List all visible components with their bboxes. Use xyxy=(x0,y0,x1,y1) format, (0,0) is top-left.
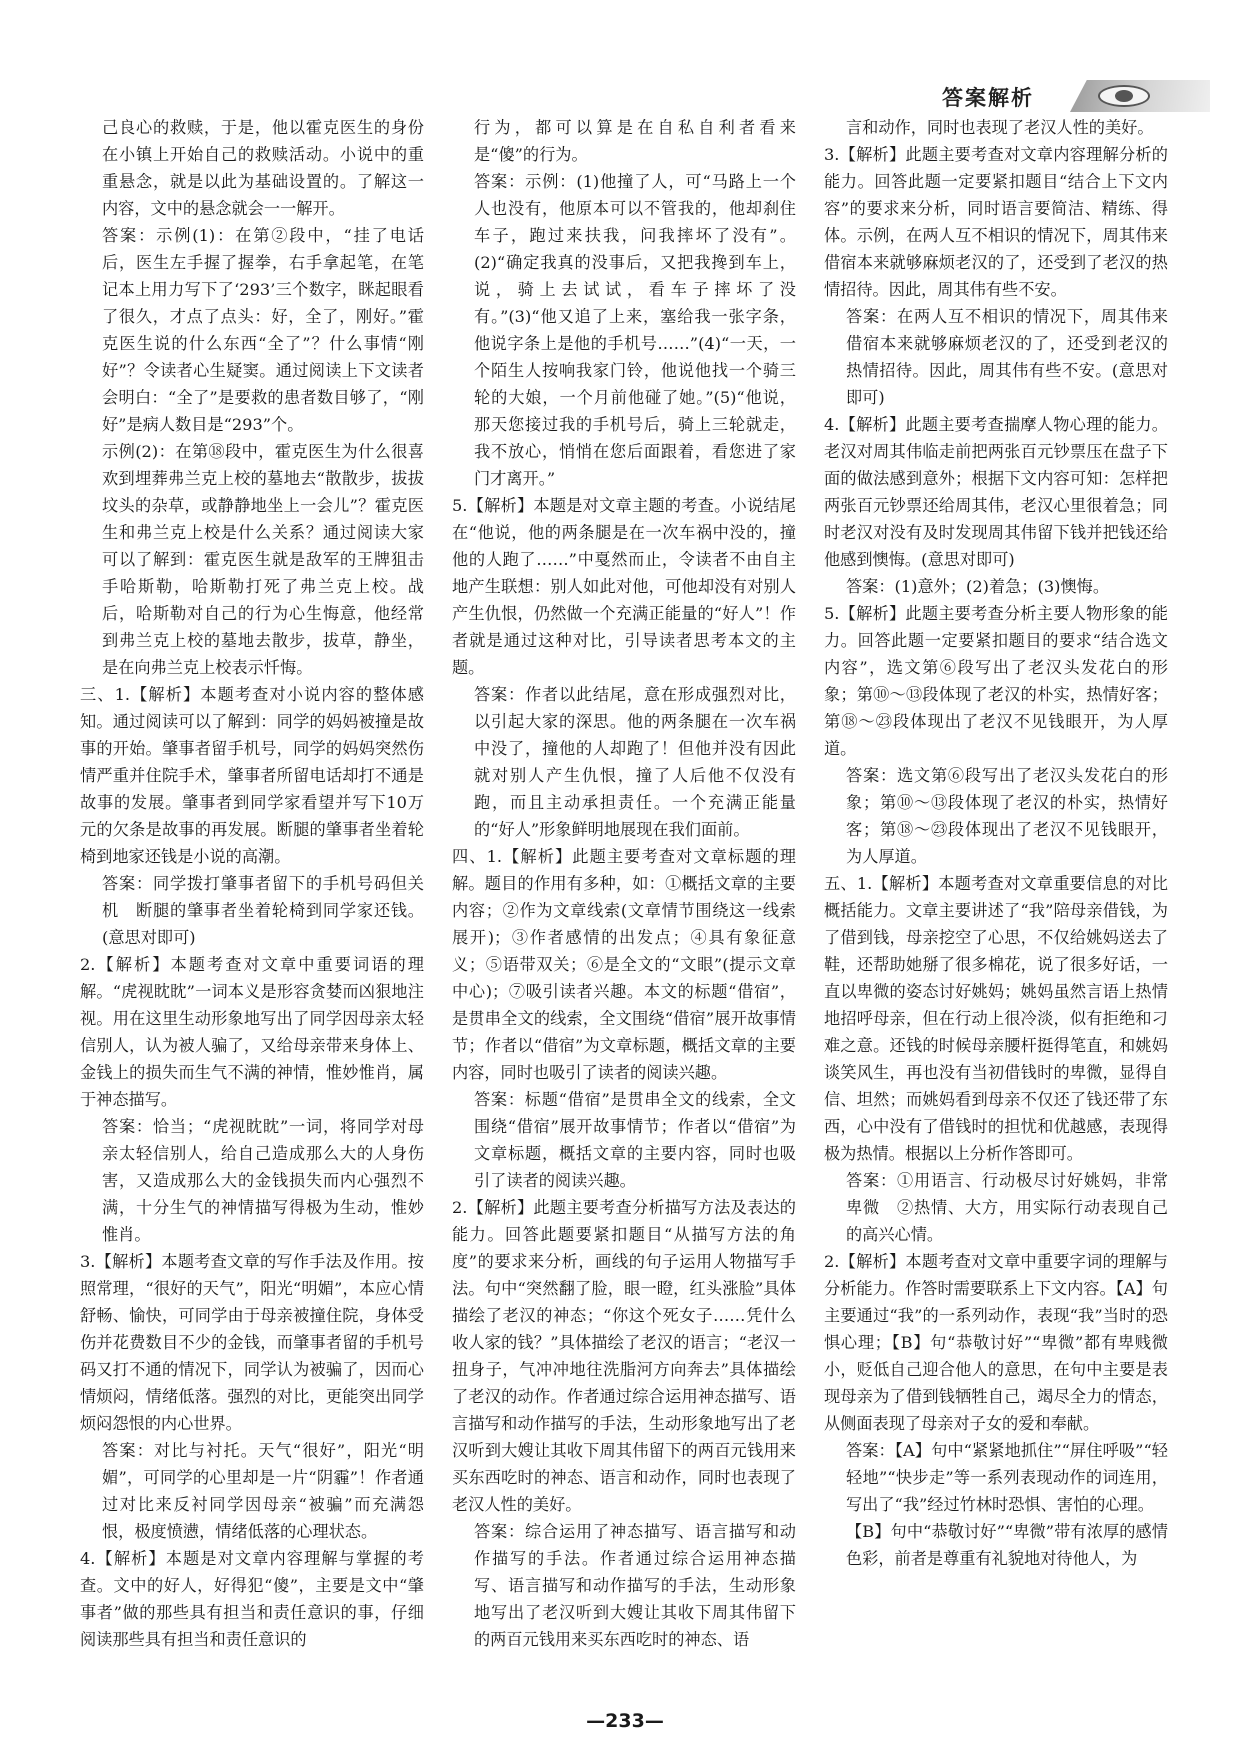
answer-paragraph: 3.【解析】此题主要考查对文章内容理解分析的能力。回答此题一定要紧扣题目“结合上下文内容”的要求来分析，同时语言要简洁、精练、得体。示例，在两人互不相识的情况下，周其伟来借宿本来就够麻烦老汉的了，还受到了老汉的热情招待。因此，周其伟有些不安。 xyxy=(824,145,1168,299)
answer-paragraph: 4.【解析】此题主要考查揣摩人物心理的能力。老汉对周其伟临走前把两张百元钞票压在盘子下面的做法感到意外；根据下文内容可知：怎样把两张百元钞票还给周其伟，老汉心里很着急；同时老汉对没有及时发现周其伟留下钱并把钱还给他感到懊悔。(意思对即可) xyxy=(824,415,1168,569)
answer-paragraph: 3.【解析】本题考查文章的写作手法及作用。按照常理，“很好的天气”，阳光“明媚”，本应心情舒畅、愉快，可同学由于母亲被撞住院，身体受伤并花费数目不少的金钱，而肇事者留的手机号码又打不通的情况下，同学认为被骗了，因而心情烦闷，情绪低落。强烈的对比，更能突出同学烦闷怨恨的内心世界。 xyxy=(80,1252,424,1433)
answer-paragraph: 答案：选文第⑥段写出了老汉头发花白的形象；第⑩～⑬段体现了老汉的朴实，热情好客；第⑱～㉓段体现出了老汉不见钱眼开，为人厚道。 xyxy=(846,766,1168,866)
answer-paragraph: 四、1.【解析】此题主要考查对文章标题的理解。题目的作用有多种，如：①概括文章的主要内容；②作为文章线索(文章情节围绕这一线索展开)；③作者感情的出发点；④具有象征意义；⑤语带双关；⑥是全文的“文眼”(提示文章中心)；⑦吸引读者兴趣。本文的标题“借宿”，是贯串全文的线索，全文围绕“借宿”展开故事情节；作者以“借宿”为文章标题，概括文章的主要内容，同时也吸引了读者的阅读兴趣。 xyxy=(452,847,796,1082)
answer-paragraph: 答案：示例(1)：在第②段中，“挂了电话后，医生左手握了握拳，右手拿起笔，在笔记本上用力写下了‘293’三个数字，眯起眼看了很久，才点了点头：好，全了，刚好。”霍克医生说的什么东西“全了”？什么事情“刚好”？令读者心生疑窦。通过阅读上下文读者会明白：“全了”是要救的患者数目够了，“刚好”是病人数目是“293”个。 xyxy=(102,226,424,434)
answer-paragraph: 答案：对比与衬托。天气“很好”，阳光“明媚”，可同学的心里却是一片“阴霾”！作者通过对比来反衬同学因母亲“被骗”而充满怨恨，极度愤懑，情绪低落的心理状态。 xyxy=(102,1441,424,1541)
answer-paragraph: 答案：在两人互不相识的情况下，周其伟来借宿本来就够麻烦老汉的了，还受到老汉的热情招待。因此，周其伟有些不安。(意思对即可) xyxy=(846,307,1168,407)
answer-paragraph: 2.【解析】此题主要考查分析描写方法及表达的能力。回答此题要紧扣题目“从描写方法的角度”的要求来分析，画线的句子运用人物描写手法。句中“突然翻了脸，眼一瞪，红头涨脸”具体描绘了老汉的神态；“你这个死女子……凭什么收人家的钱？”具体描绘了老汉的语言；“老汉一扭身子，气冲冲地往洗脂河方向奔去”具体描绘了老汉的动作。作者通过综合运用神态描写、语言描写和动作描写的手法，生动形象地写出了老汉听到大嫂让其收下周其伟留下的两百元钱用来买东西吃时的神态、语言和动作，同时也表现了老汉人性的美好。 xyxy=(452,1198,796,1514)
column-right xyxy=(824,114,1168,1674)
answer-paragraph: 【B】句中“恭敬讨好”“卑微”带有浓厚的感情色彩，前者是尊重有礼貌地对待他人，为 xyxy=(846,1522,1168,1568)
answer-paragraph: 答案：标题“借宿”是贯串全文的线索，全文围绕“借宿”展开故事情节；作者以“借宿”为文章标题，概括文章的主要内容，同时也吸引了读者的阅读兴趣。 xyxy=(474,1090,796,1190)
column-left xyxy=(80,114,424,1674)
answer-paragraph: 五、1.【解析】本题考查对文章重要信息的对比概括能力。文章主要讲述了“我”陪母亲借钱，为了借到钱，母亲挖空了心思，不仅给姚妈送去了鞋，还帮助她掰了很多棉花，说了很多好话，一直以卑微的姿态讨好姚妈；姚妈虽然言语上热情地招呼母亲，但在行动上很冷淡，似有拒绝和刁难之意。还钱的时候母亲腰杆挺得笔直，和姚妈谈笑风生，再也没有当初借钱时的卑微，显得自信、坦然；而姚妈看到母亲不仅还了钱还带了东西，心中没有了借钱时的担忧和优越感，表现得极为热情。根据以上分析作答即可。 xyxy=(824,874,1168,1163)
answer-paragraph: 答案：(1)意外；(2)着急；(3)懊悔。 xyxy=(846,577,1110,596)
publisher-logo-icon xyxy=(1098,85,1150,107)
page-header xyxy=(930,80,1210,116)
answer-paragraph: 答案：恰当；“虎视眈眈”一词，将同学对母亲太轻信别人，给自己造成那么大的人身伤害，又造成那么大的金钱损失而内心强烈不满，十分生气的神情描写得极为生动，惟妙惟肖。 xyxy=(102,1117,424,1244)
answer-paragraph: 言和动作，同时也表现了老汉人性的美好。 xyxy=(846,118,1154,137)
answer-paragraph: 答案：作者以此结尾，意在形成强烈对比，以引起大家的深思。他的两条腿在一次车祸中没了，撞他的人却跑了！但他并没有因此就对别人产生仇恨，撞了人后他不仅没有跑，而且主动承担责任。一个充满正能量的“好人”形象鲜明地展现在我们面前。 xyxy=(474,685,796,839)
page-title: 答案解析 xyxy=(942,86,1034,110)
answer-columns xyxy=(80,114,1170,1674)
answer-paragraph: 行为，都可以算是在自私自利者看来是“傻”的行为。 xyxy=(474,118,796,164)
answer-paragraph: 己良心的救赎，于是，他以霍克医生的身份在小镇上开始自己的救赎活动。小说中的重重悬念，就是以此为基础设置的。了解这一内容，文中的悬念就会一一解开。 xyxy=(102,118,424,218)
answer-paragraph: 示例(2)：在第⑱段中，霍克医生为什么很喜欢到埋葬弗兰克上校的墓地去“散散步，拔拔坟头的杂草，或静静地坐上一会儿”？霍克医生和弗兰克上校是什么关系？通过阅读大家可以了解到：霍克医生就是敌军的王牌狙击手哈斯勒，哈斯勒打死了弗兰克上校。战后，哈斯勒对自己的行为心生悔意，他经常到弗兰克上校的墓地去散步，拔草，静坐，是在向弗兰克上校表示忏悔。 xyxy=(102,442,424,677)
answer-paragraph: 2.【解析】本题考查对文章中重要词语的理解。“虎视眈眈”一词本义是形容贪婪而凶狠地注视。用在这里生动形象地写出了同学因母亲太轻信别人，认为被人骗了，又给母亲带来身体上、金钱上的损失而生气不满的神情，惟妙惟肖，属于神态描写。 xyxy=(80,955,424,1109)
answer-paragraph: 4.【解析】本题是对文章内容理解与掌握的考查。文中的好人，好得犯“傻”，主要是文中“肇事者”做的那些具有担当和责任意识的事，仔细阅读那些具有担当和责任意识的 xyxy=(80,1549,424,1649)
answer-paragraph: 答案：综合运用了神态描写、语言描写和动作描写的手法。作者通过综合运用神态描写、语言描写和动作描写的手法，生动形象地写出了老汉听到大嫂让其收下周其伟留下的两百元钱用来买东西吃时的神态、语 xyxy=(474,1522,796,1649)
page-number: —233— xyxy=(586,1710,664,1732)
column-middle xyxy=(452,114,796,1674)
answer-paragraph: 答案：【A】句中“紧紧地抓住”“屏住呼吸”“轻轻地”“快步走”等一系列表现动作的词连用，写出了“我”经过竹林时恐惧、害怕的心理。 xyxy=(846,1441,1168,1514)
answer-paragraph: 答案：示例：(1)他撞了人，可“马路上一个人也没有，他原本可以不管我的，他却刹住车子，跑过来扶我，问我摔坏了没有”。(2)“确定我真的没事后，又把我搀到车上，说，骑上去试试，看车子摔坏了没有。”(3)“他又追了上来，塞给我一张字条，他说字条上是他的手机号……”(4)“一天，一个陌生人按响我家门铃，他说他找一个骑三轮的大娘，一个月前他碰了她。”(5)“他说，那天您接过我的手机号后，骑上三轮就走，我不放心，悄悄在您后面跟着，看您进了家门才离开。” xyxy=(474,172,796,488)
answer-paragraph: 5.【解析】本题是对文章主题的考查。小说结尾在“他说，他的两条腿是在一次车祸中没的，撞他的人跑了……”中戛然而止，令读者不由自主地产生联想：别人如此对他，可他却没有对别人产生仇恨，仍然做一个充满正能量的“好人”！作者就是通过这种对比，引导读者思考本文的主题。 xyxy=(452,496,796,677)
answer-paragraph: 三、1.【解析】本题考查对小说内容的整体感知。通过阅读可以了解到：同学的妈妈被撞是故事的开始。肇事者留手机号，同学的妈妈突然伤情严重并住院手术，肇事者所留电话却打不通是故事的发展。肇事者到同学家看望并写下10万元的欠条是故事的再发展。断腿的肇事者坐着轮椅到地家还钱是小说的高潮。 xyxy=(80,685,424,866)
answer-paragraph: 答案：①用语言、行动极尽讨好姚妈，非常卑微 ②热情、大方，用实际行动表现自己的高兴心情。 xyxy=(846,1171,1168,1244)
answer-paragraph: 5.【解析】此题主要考查分析主要人物形象的能力。回答此题一定要紧扣题目的要求“结合选文内容”，选文第⑥段写出了老汉头发花白的形象；第⑩～⑬段体现了老汉的朴实，热情好客；第⑱～㉓段体现出了老汉不见钱眼开，为人厚道。 xyxy=(824,604,1168,758)
answer-paragraph: 答案：同学拨打肇事者留下的手机号码但关机 断腿的肇事者坐着轮椅到同学家还钱。(意思对即可) xyxy=(102,874,424,947)
answer-paragraph: 2.【解析】本题考查对文章中重要字词的理解与分析能力。作答时需要联系上下文内容。【A】句主要通过“我”的一系列动作，表现“我”当时的恐惧心理；【B】句“恭敬讨好”“卑微”都有卑贱微小，贬低自己迎合他人的意思，在句中主要是表现母亲为了借到钱牺牲自己，竭尽全力的情态，从侧面表现了母亲对子女的爱和奉献。 xyxy=(824,1252,1168,1433)
